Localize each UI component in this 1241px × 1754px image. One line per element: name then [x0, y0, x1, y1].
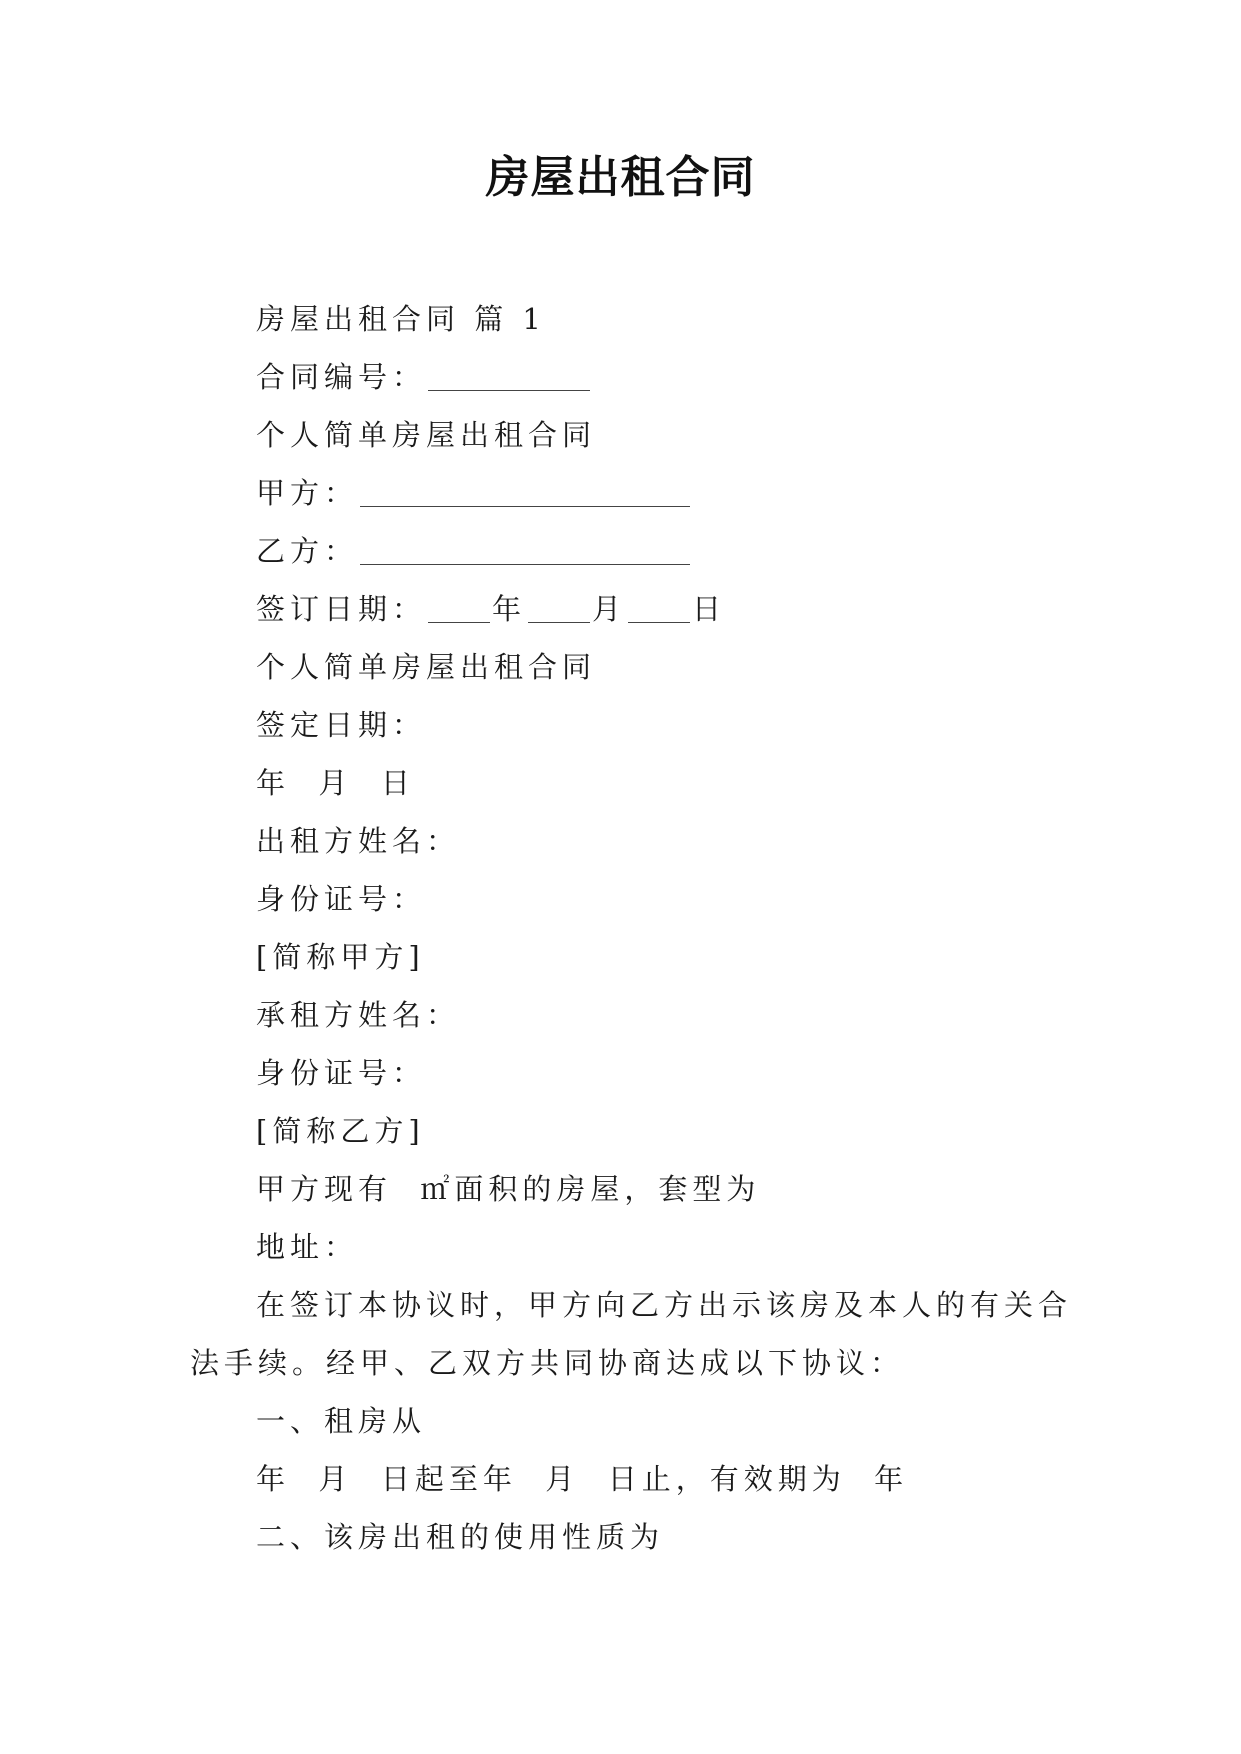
signing-month-label: 月: [592, 592, 627, 626]
contract-number-line: [0, 348, 1241, 406]
property-area-line: 甲方现有 ㎡面积的房屋，套型为: [256, 1172, 761, 1206]
party-b-blank: [360, 530, 690, 565]
clause-1-heading: 一、租房从: [256, 1404, 427, 1438]
party-b-label: 乙方：: [256, 534, 359, 568]
agreement-date-value: 年 月 日: [256, 766, 415, 800]
signing-month-blank: [528, 588, 590, 623]
lessor-id-label: 身份证号：: [256, 882, 427, 916]
signing-date-label: 签订日期：: [256, 592, 427, 626]
agreement-date-label: 签定日期：: [256, 708, 427, 742]
clause-1-term: 年 月 日起至年 月 日止，有效期为 年: [256, 1462, 909, 1496]
signing-year-blank: [428, 588, 490, 623]
agreement-paragraph-line-1: 在签订本协议时，甲方向乙方出示该房及本人的有关合: [256, 1288, 1073, 1322]
party-a-label: 甲方：: [256, 476, 359, 510]
signing-day-label: 日: [692, 592, 727, 626]
lessor-alias: [简称甲方]: [256, 940, 425, 974]
party-a-blank: [360, 472, 690, 507]
signing-day-blank: [628, 588, 690, 623]
agreement-paragraph-line-2: 法手续。经甲、乙双方共同协商达成以下协议：: [190, 1346, 905, 1380]
lessee-id-label: 身份证号：: [256, 1056, 427, 1090]
clause-2-heading: 二、该房出租的使用性质为: [256, 1520, 665, 1554]
document-body: [0, 290, 1241, 1566]
contract-number-label: 合同编号：: [256, 360, 427, 394]
lessor-name-label: 出租方姓名：: [256, 824, 461, 858]
section-heading: 房屋出租合同 篇 1: [256, 302, 546, 336]
contract-subtitle-repeat: 个人简单房屋出租合同: [256, 650, 597, 684]
address-label: 地址：: [256, 1230, 359, 1264]
party-a-line: [0, 464, 1241, 522]
signing-date-line: [0, 580, 1241, 638]
signing-year-label: 年: [492, 592, 527, 626]
party-b-line: [0, 522, 1241, 580]
lessee-alias: [简称乙方]: [256, 1114, 425, 1148]
document-title: 房屋出租合同: [485, 152, 756, 203]
contract-subtitle: 个人简单房屋出租合同: [256, 418, 597, 452]
lessee-name-label: 承租方姓名：: [256, 998, 461, 1032]
contract-number-blank: [428, 356, 590, 391]
